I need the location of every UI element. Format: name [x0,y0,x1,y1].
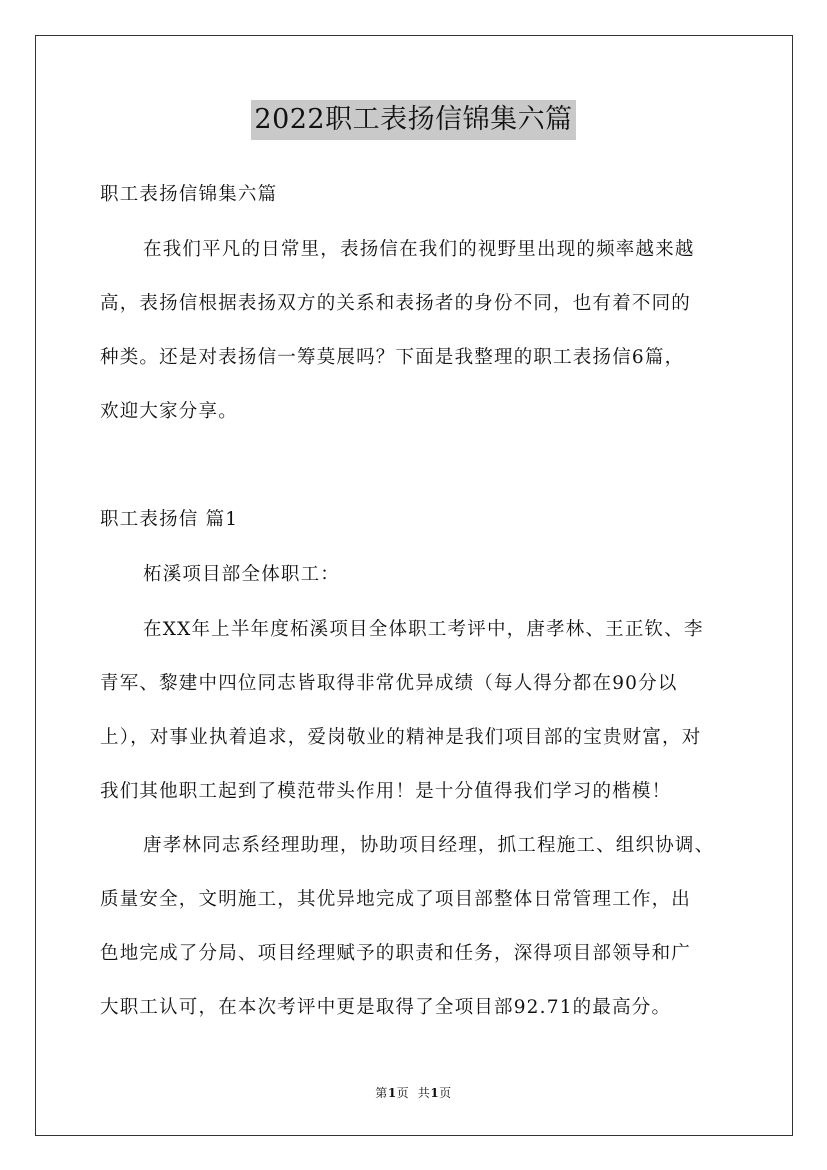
para2-line-4: 大职工认可，在本次考评中更是取得了全项目部92.71的最高分。 [100,997,672,1018]
para1-line-1: 在XX年上半年度柘溪项目全体职工考评中，唐孝林、王正钦、李 [143,619,704,640]
para2-line-1: 唐孝林同志系经理助理，协助项目经理，抓工程施工、组织协调、 [143,835,715,856]
intro-line-4: 欢迎大家分享。 [100,401,238,422]
salutation: 柘溪项目部全体职工： [143,564,341,585]
intro-line-2: 高，表扬信根据表扬双方的关系和表扬者的身份不同，也有着不同的 [100,293,692,314]
section1-heading: 职工表扬信 篇1 [100,509,239,530]
document-subtitle: 职工表扬信锦集六篇 [100,184,278,205]
footer-page-suffix: 页 [439,1086,452,1100]
footer-page-total: 1 [430,1086,440,1100]
para1-line-3: 上），对事业执着追求，爱岗敬业的精神是我们项目部的宝贵财富，对 [100,727,702,748]
footer-page-prefix: 第 [375,1086,388,1100]
intro-line-1: 在我们平凡的日常里，表扬信在我们的视野里出现的频率越来越 [143,239,695,260]
footer-page-mid: 页 共 [396,1086,431,1100]
title-wrap [0,100,827,140]
para2-line-2: 质量安全，文明施工，其优异地完成了项目部整体日常管理工作，出 [100,889,692,910]
footer-page-number: 1 [387,1086,397,1100]
para1-line-2: 青军、黎建中四位同志皆取得非常优异成绩（每人得分都在90分以 [100,673,678,694]
para2-line-3: 色地完成了分局、项目经理赋予的职责和任务，深得项目部领导和广 [100,943,692,964]
para1-line-4: 我们其他职工起到了模范带头作用！是十分值得我们学习的楷模！ [100,781,672,802]
intro-line-3: 种类。还是对表扬信一筹莫展吗？下面是我整理的职工表扬信6篇， [100,347,685,368]
document-title: 2022职工表扬信锦集六篇 [251,100,575,140]
page-footer [0,1084,827,1101]
